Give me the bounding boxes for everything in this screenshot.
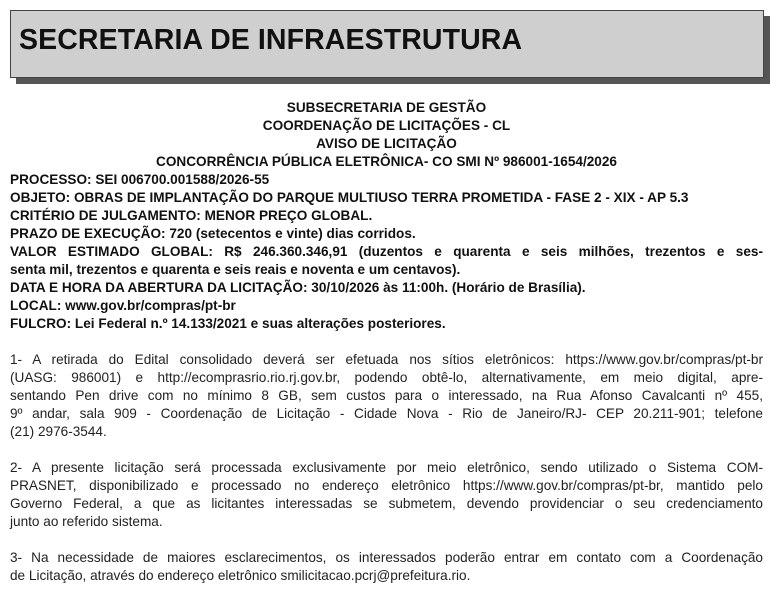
- fulcro-line: FULCRO: Lei Federal n.º 14.133/2021 e suas alterações posteriores.: [10, 316, 446, 331]
- paragraph-line: 3- Na necessidade de maiores esclarecimentos, os interessados poderão entrar em contato com a Coordenação: [10, 550, 763, 565]
- paragraph-line: 2- A presente licitação será processada exclusivamente por meio eletrônico, sendo utilizado o Sistema COM-: [10, 460, 763, 475]
- valor-line: VALOR ESTIMADO GLOBAL: R$ 246.360.346,91 (duzentos e quarenta e seis milhões, trezentos e ses-: [10, 244, 763, 259]
- heading-line: CONCORRÊNCIA PÚBLICA ELETRÔNICA- CO SMI Nº 986001-1654/2026: [156, 154, 617, 169]
- criterio-line: CRITÉRIO DE JULGAMENTO: MENOR PREÇO GLOBAL.: [10, 208, 373, 223]
- paragraph-line: (UASG: 986001) e http://ecomprasrio.rio.rj.gov.br, podendo obtê-lo, alternativamente, em meio digital, apre-: [10, 370, 763, 385]
- valor-line: senta mil, trezentos e quarenta e seis reais e noventa e um centavos).: [10, 262, 461, 277]
- paragraph-line: de Licitação, através do endereço eletrônico smilicitacao.pcrj@prefeitura.rio.: [10, 568, 471, 583]
- objeto-line: OBJETO: OBRAS DE IMPLANTAÇÃO DO PARQUE MULTIUSO TERRA PROMETIDA - FASE 2 - XIX - AP 5.3: [10, 190, 689, 205]
- paragraph-line: (21) 2976-3544.: [10, 424, 107, 439]
- paragraph-line: 9º andar, sala 909 - Coordenação de Licitação - Cidade Nova - Rio de Janeiro/RJ- CEP 20.211-901; telefone: [10, 406, 763, 421]
- header-banner: [10, 10, 764, 78]
- paragraph-line: Governo Federal, a que as licitantes interessadas se submetem, devendo providenciar o seu credenciamento: [10, 496, 763, 511]
- paragraph-2: [10, 459, 763, 531]
- notice-body: [10, 99, 763, 585]
- heading-line: COORDENAÇÃO DE LICITAÇÕES - CL: [262, 118, 511, 133]
- local-line: LOCAL: www.gov.br/compras/pt-br: [10, 298, 236, 313]
- paragraph-1: [10, 351, 763, 441]
- notice-heading: [10, 99, 763, 171]
- paragraph-line: junto ao referido sistema.: [10, 514, 163, 529]
- heading-line: AVISO DE LICITAÇÃO: [316, 136, 457, 151]
- paragraph-line: PRASNET, disponibilizado e processado no endereço eletrônico https://www.gov.br/compras/pt-br, mantido pelo: [10, 478, 763, 493]
- data-abertura-line: DATA E HORA DA ABERTURA DA LICITAÇÃO: 30/10/2026 às 11:00h. (Horário de Brasília).: [10, 280, 586, 295]
- paragraph-line: 1- A retirada do Edital consolidado deverá ser efetuada nos sítios eletrônicos: https://www.gov.br/compras/pt-br: [10, 352, 763, 367]
- paragraph-line: sentando Pen drive com no mínimo 8 GB, sem custos para o interessado, na Rua Afonso Cavalcanti nº 455,: [10, 388, 763, 403]
- paragraph-3: [10, 549, 763, 585]
- page-title: SECRETARIA DE INFRAESTRUTURA: [19, 24, 523, 56]
- heading-line: SUBSECRETARIA DE GESTÃO: [286, 100, 487, 115]
- prazo-line: PRAZO DE EXECUÇÃO: 720 (setecentos e vinte) dias corridos.: [10, 226, 416, 241]
- processo-line: PROCESSO: SEI 006700.001588/2026-55: [10, 172, 270, 187]
